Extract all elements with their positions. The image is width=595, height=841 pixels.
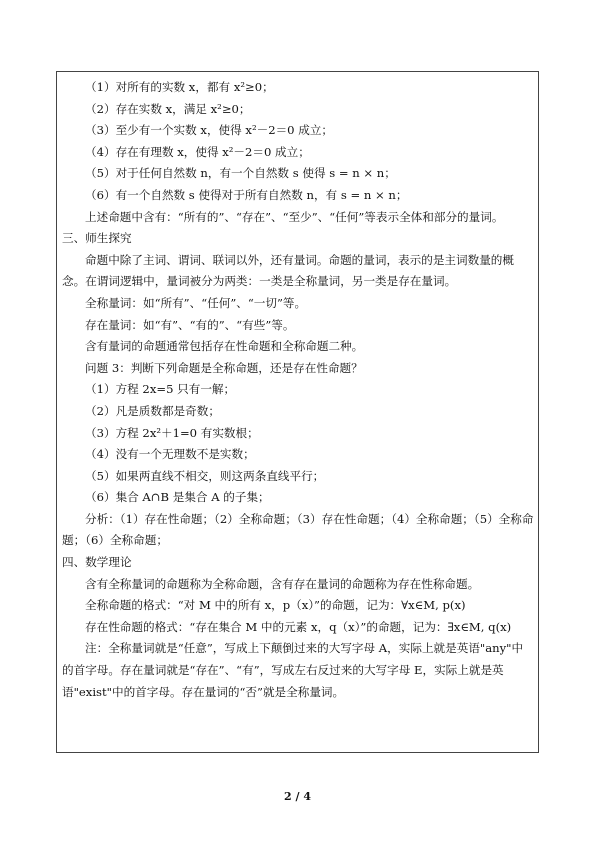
text-line: （4）没有一个无理数不是实数；: [85, 447, 255, 462]
section-heading: 四、数学理论: [62, 555, 132, 570]
paragraph: 上述命题中含有：“所有的”、“存在”、“至少”、“任何”等表示全体和部分的量词。: [85, 209, 504, 224]
text-line: 全称量词：如“所有”、“任何”、“一切”等。: [85, 295, 307, 310]
section-heading: 三、师生探究: [62, 231, 132, 246]
page-number: 2 / 4: [284, 790, 311, 803]
text-line: （6）有一个自然数 s 使得对于所有自然数 n，有 s = n × n；: [85, 187, 408, 202]
text-line: 存在量词：如“有”、“有的”、“有些”等。: [85, 317, 295, 332]
text-line: （1）方程 2x=5 只有一解；: [85, 382, 236, 397]
text-line: 全称命题的格式：“对 M 中的所有 x，p（x）”的命题，记为：∀x∈M, p(x): [85, 598, 466, 613]
paragraph: 注：全称量词就是“任意”，写成上下颠倒过来的大写字母 A，实际上就是英语"any"中的首字母。存在量词就是“存在”、“有”，写成左右反过来的大写字母 E，实际上就是英语"exist"中的首字母。存在量词的“否”就是全称量词。: [62, 641, 524, 699]
text-line: （5）如果两直线不相交，则这两条直线平行；: [85, 468, 325, 483]
text-line: （5）对于任何自然数 n，有一个自然数 s 使得 s = n × n；: [85, 166, 396, 181]
text-line: （3）方程 2x²＋1=0 有实数根；: [85, 425, 259, 440]
text-line: 含有量词的命题通常包括存在性命题和全称命题二种。: [85, 339, 364, 354]
text-line: 问题 3：判断下列命题是全称命题，还是存在性命题？: [85, 360, 363, 375]
text-line: （2）凡是质数都是奇数；: [85, 403, 220, 418]
text-line: （3）至少有一个实数 x，使得 x²－2＝0 成立；: [85, 123, 334, 138]
text-line: （4）存在有理数 x，使得 x²－2＝0 成立；: [85, 144, 310, 159]
paragraph: 命题中除了主词、谓词、联词以外，还有量词。命题的量词，表示的是主词数量的概念。在谓词逻辑中，量词被分为两类：一类是全称量词，另一类是存在量词。: [62, 252, 514, 289]
text-line: 存在性命题的格式：“存在集合 M 中的元素 x，q（x）”的命题，记为：∃x∈M, q(x): [85, 619, 512, 634]
text-line: （6）集合 A∩B 是集合 A 的子集；: [85, 490, 270, 505]
document-body: [62, 77, 534, 703]
paragraph: 分析：（1）存在性命题；（2）全称命题；（3）存在性命题；（4）全称命题；（5）全称命题；（6）全称命题；: [62, 511, 534, 548]
text-line: （1）对所有的实数 x，都有 x²≥0；: [85, 80, 274, 94]
text-line: 含有全称量词的命题称为全称命题，含有存在量词的命题称为存在性称命题。: [85, 576, 480, 591]
text-line: （2）存在实数 x，满足 x²≥0；: [85, 101, 251, 116]
